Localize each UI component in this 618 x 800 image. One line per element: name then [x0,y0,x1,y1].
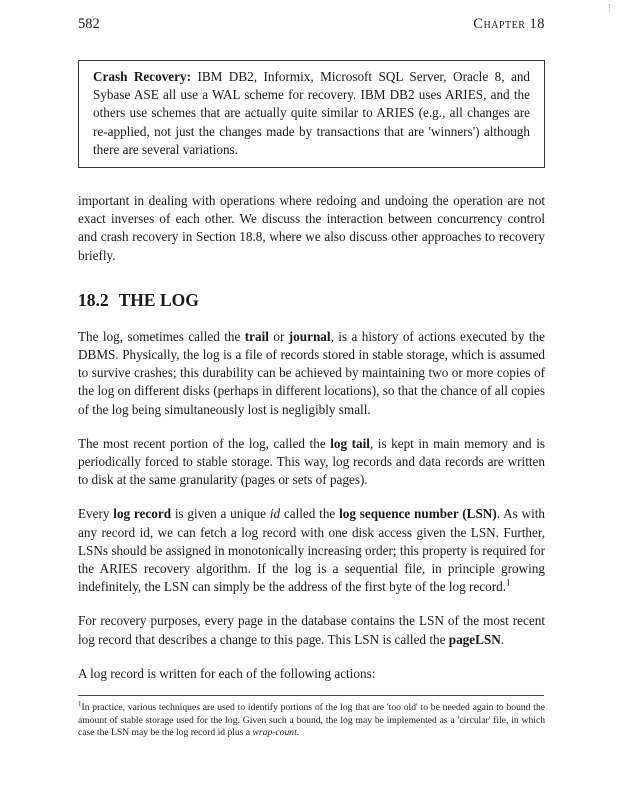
running-head [78,16,545,38]
section-title: THE LOG [118,289,199,310]
box-text: IBM DB2, Informix, Microsoft SQL Server, Oracle 8, and Sybase ASE all use a WAL scheme for recovery. IBM DB2 uses ARIES, and the others use schemes that are actually quite similar to ARIES (e.g., all changes are re-applied, not just the changes made by transactions that are 'winners') although there are several variations. [93,69,531,157]
footnote-text: In practice, various techniques are used to identify portions of the log that are 'too old' to be needed again to bound the amount of stable storage used for the log. Given such a bound, the log may be implemented as a 'circular' file, in which case the LSN may be the log record id plus a [78,702,545,739]
paragraph-actions: A log record is written for each of the following actions: [78,665,376,681]
continuation-paragraph: important in dealing with operations where redoing and undoing the operation are not exact inverses of each other. We discuss the interaction between concurrency control and crash recovery in Section 18.8, where we also discuss other approaches to recovery briefly. [78,193,545,263]
section-number: 18.2 [78,289,109,310]
term-journal: journal [288,328,331,344]
text-run: , is kept in main memory and is periodically forced to stable storage. This way, log records and data records are written to disk at the same granularity (pages or sets of pages). [78,435,545,488]
footnote-rule [78,695,544,696]
chapter-label: Chapter 18 [473,16,545,32]
footnote-number: 1 [78,699,82,708]
text-run: or [268,328,289,344]
footnote [78,699,545,740]
term-trail: trail [244,328,269,344]
term-id: id [269,506,281,522]
term-wrap-count: wrap-count [252,727,297,739]
scan-mark [609,4,612,12]
text-run: . As with any record id, we can fetch a log record with one disk access given the LSN. Further, LSNs should be assigned in monotonically increasing order; this property is required for the ARIES recovery algorithm. If the log is a sequential file, in principle growing indefinitely, the LSN can simply be the address of the first byte of the log record. [78,506,545,595]
text-run: Every [78,506,114,522]
term-lsn: log sequence number (LSN) [339,506,497,522]
footnote-marker: 1 [506,577,511,588]
text-run: The log, sometimes called the [78,328,245,344]
paragraph-log-record [78,505,545,596]
term-log-record: log record [113,506,172,522]
paragraph-log-intro [78,328,545,419]
text-run: The most recent portion of the log, called the [78,435,331,451]
page-number: 582 [78,16,100,32]
box-lead: Crash Recovery: [93,69,191,84]
text-run: called the [280,506,340,522]
paragraph-pagelsn [78,612,545,648]
text-run: , is a history of actions executed by the DBMS. Physically, the log is a file of records stored in stable storage, which is assumed to survive crashes; this durability can be achieved by maintaining two or more copies of the log on different disks (perhaps in different locations), so that the chance of all copies of the log being simultaneously lost is negligibly small. [78,328,545,417]
text-run: For recovery purposes, every page in the database contains the LSN of the most recent log record that describes a change to this page. This LSN is called the [78,613,545,647]
book-page [78,16,545,740]
section-heading [78,288,545,312]
term-log-tail: log tail [330,435,370,451]
footnote-text: . [296,727,300,739]
text-run: is given a unique [171,506,270,522]
crash-recovery-box [78,60,545,168]
term-pagelsn: pageLSN [448,631,501,647]
paragraph-log-tail [78,435,545,490]
text-run: . [500,631,505,647]
